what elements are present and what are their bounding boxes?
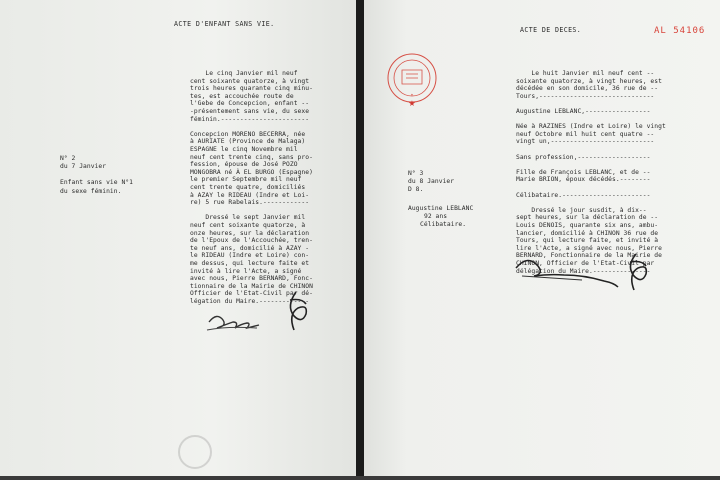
bleed-through-mark — [150, 432, 240, 472]
body-line: neuf Octobre mil huit cent quatre -- — [516, 130, 655, 138]
scan-edge — [0, 476, 720, 480]
body-line: onze heures, sur la déclaration — [190, 229, 310, 237]
body-line: me dessus, qui lecture faite et — [190, 260, 310, 267]
body-line: soixante quatorze, à vingt heures, est — [516, 77, 662, 85]
right-page — [364, 0, 720, 480]
body-line: Le huit Janvier mil neuf cent -- — [516, 70, 655, 77]
margin-line: D 8. — [408, 186, 424, 193]
body-line: de l'Epoux de l'Accouchée, tren- — [190, 237, 313, 245]
body-line: Le cinq Janvier mil neuf — [190, 70, 298, 77]
body-line: te neuf ans, domicilié à AZAY - — [190, 244, 310, 252]
body-line: légation du Maire.------------- — [190, 298, 310, 305]
body-line: à AZAY le RIDEAU (Indre et Loi- — [190, 191, 310, 199]
register-number: AL 54106 — [654, 26, 706, 36]
margin-line: Enfant sans vie N°1 — [60, 179, 133, 186]
body-line: Dressé le jour susdit, à dix-- — [516, 206, 647, 214]
right-page-header: ACTE DE DECES. — [520, 26, 582, 34]
body-line: sept heures, sur la déclaration de -- — [516, 214, 659, 222]
body-line: re) 5 rue Rabelais.------------ — [190, 199, 310, 207]
body-line: Tours, qui lecture faite, et invité à — [516, 237, 659, 245]
signature-officer — [616, 248, 656, 298]
body-line: Concepcion MORENO BECERRA, née — [190, 130, 306, 138]
body-line: BERNARD, Fonctionnaire de la Mairie de — [516, 252, 662, 260]
margin-line: N° 2 — [60, 155, 76, 162]
body-line: féminin.----------------------- — [190, 115, 310, 123]
book-spine — [356, 0, 364, 480]
body-line: délégation du Maire.--------------- — [516, 267, 651, 275]
body-line: invité à lire l'Acte, a signé — [190, 267, 302, 275]
body-line: neuf cent trente cinq, sans pro- — [190, 153, 313, 161]
body-line: lire l'Acte, a signé avec nous, Pierre — [516, 244, 662, 252]
body-line: Dressé le sept Janvier mil — [190, 214, 306, 222]
body-line: Sans profession,------------------- — [516, 153, 651, 161]
body-line: lancier, domicilié à CHINON 36 rue de — [516, 229, 659, 237]
body-line: MONGOBRA né À EL BURGO (Espagne) — [190, 168, 313, 176]
deceased-status: Célibataire. — [420, 221, 467, 228]
margin-line: du 8 Janvier — [408, 178, 455, 185]
margin-line: du sexe féminin. — [60, 188, 122, 195]
svg-text:★: ★ — [408, 99, 416, 108]
left-page-header: ACTE D'ENFANT SANS VIE. — [174, 20, 275, 28]
body-line: vingt un,--------------------------- — [516, 138, 655, 146]
body-line: le premier Septembre mil neuf — [190, 176, 302, 184]
margin-line: N° 3 — [408, 170, 424, 177]
svg-text:✦: ✦ — [410, 93, 414, 97]
body-line: neuf cent soixante quatorze, à — [190, 222, 306, 229]
signature-officer — [276, 288, 316, 338]
deceased-age: 92 ans — [424, 213, 448, 220]
body-line: tes, est accouchée route de — [190, 92, 294, 100]
body-line: à AURIATE (Province de Malaga) — [190, 138, 306, 146]
deceased-name: Augustine LEBLANC — [408, 205, 474, 212]
body-line: Née à RAZINES (Indre et Loire) le vingt — [516, 123, 666, 131]
body-line: cent soixante quatorze, à vingt — [190, 77, 310, 85]
margin-line: du 7 Janvier — [60, 163, 107, 170]
body-line: Fille de François LEBLANC, et de -- — [516, 168, 651, 176]
body-line: avec nous, Pierre BERNARD, Fonc- — [190, 275, 313, 283]
body-line: Louis DENOIS, quarante six ans, ambu- — [516, 222, 659, 229]
body-line: Célibataire.----------------------- — [516, 191, 651, 199]
body-line: tionnaire de la Mairie de CHINON — [190, 282, 313, 290]
body-line: fession, épouse de José POZO — [190, 161, 298, 169]
body-line: cent trente quatre, domiciliés — [190, 184, 306, 191]
body-line: Officier de l'Etat-Civil par dé- — [190, 290, 313, 298]
left-page — [0, 0, 356, 480]
mairie-seal-stamp — [384, 52, 440, 108]
body-line: le RIDEAU (Indre et Loire) con- — [190, 252, 310, 260]
body-line: Augustine LEBLANC,----------------- — [516, 108, 651, 115]
body-line: l'Gebe de Concepcion, enfant -- — [190, 100, 310, 108]
body-line: -présentement sans vie, du sexe — [190, 108, 310, 115]
body-line: Tours,------------------------------ — [516, 92, 655, 100]
body-line: Marie BRION, époux décédés.-------- — [516, 176, 651, 184]
body-line: ESPAGNE le cinq Novembre mil — [190, 146, 298, 153]
body-line: décédée en son domicile, 36 rue de -- — [516, 85, 659, 93]
body-line: trois heures quarante cinq minu- — [190, 85, 313, 93]
body-line: CHINON, Officier de l'Etat-Civil par — [516, 260, 655, 267]
